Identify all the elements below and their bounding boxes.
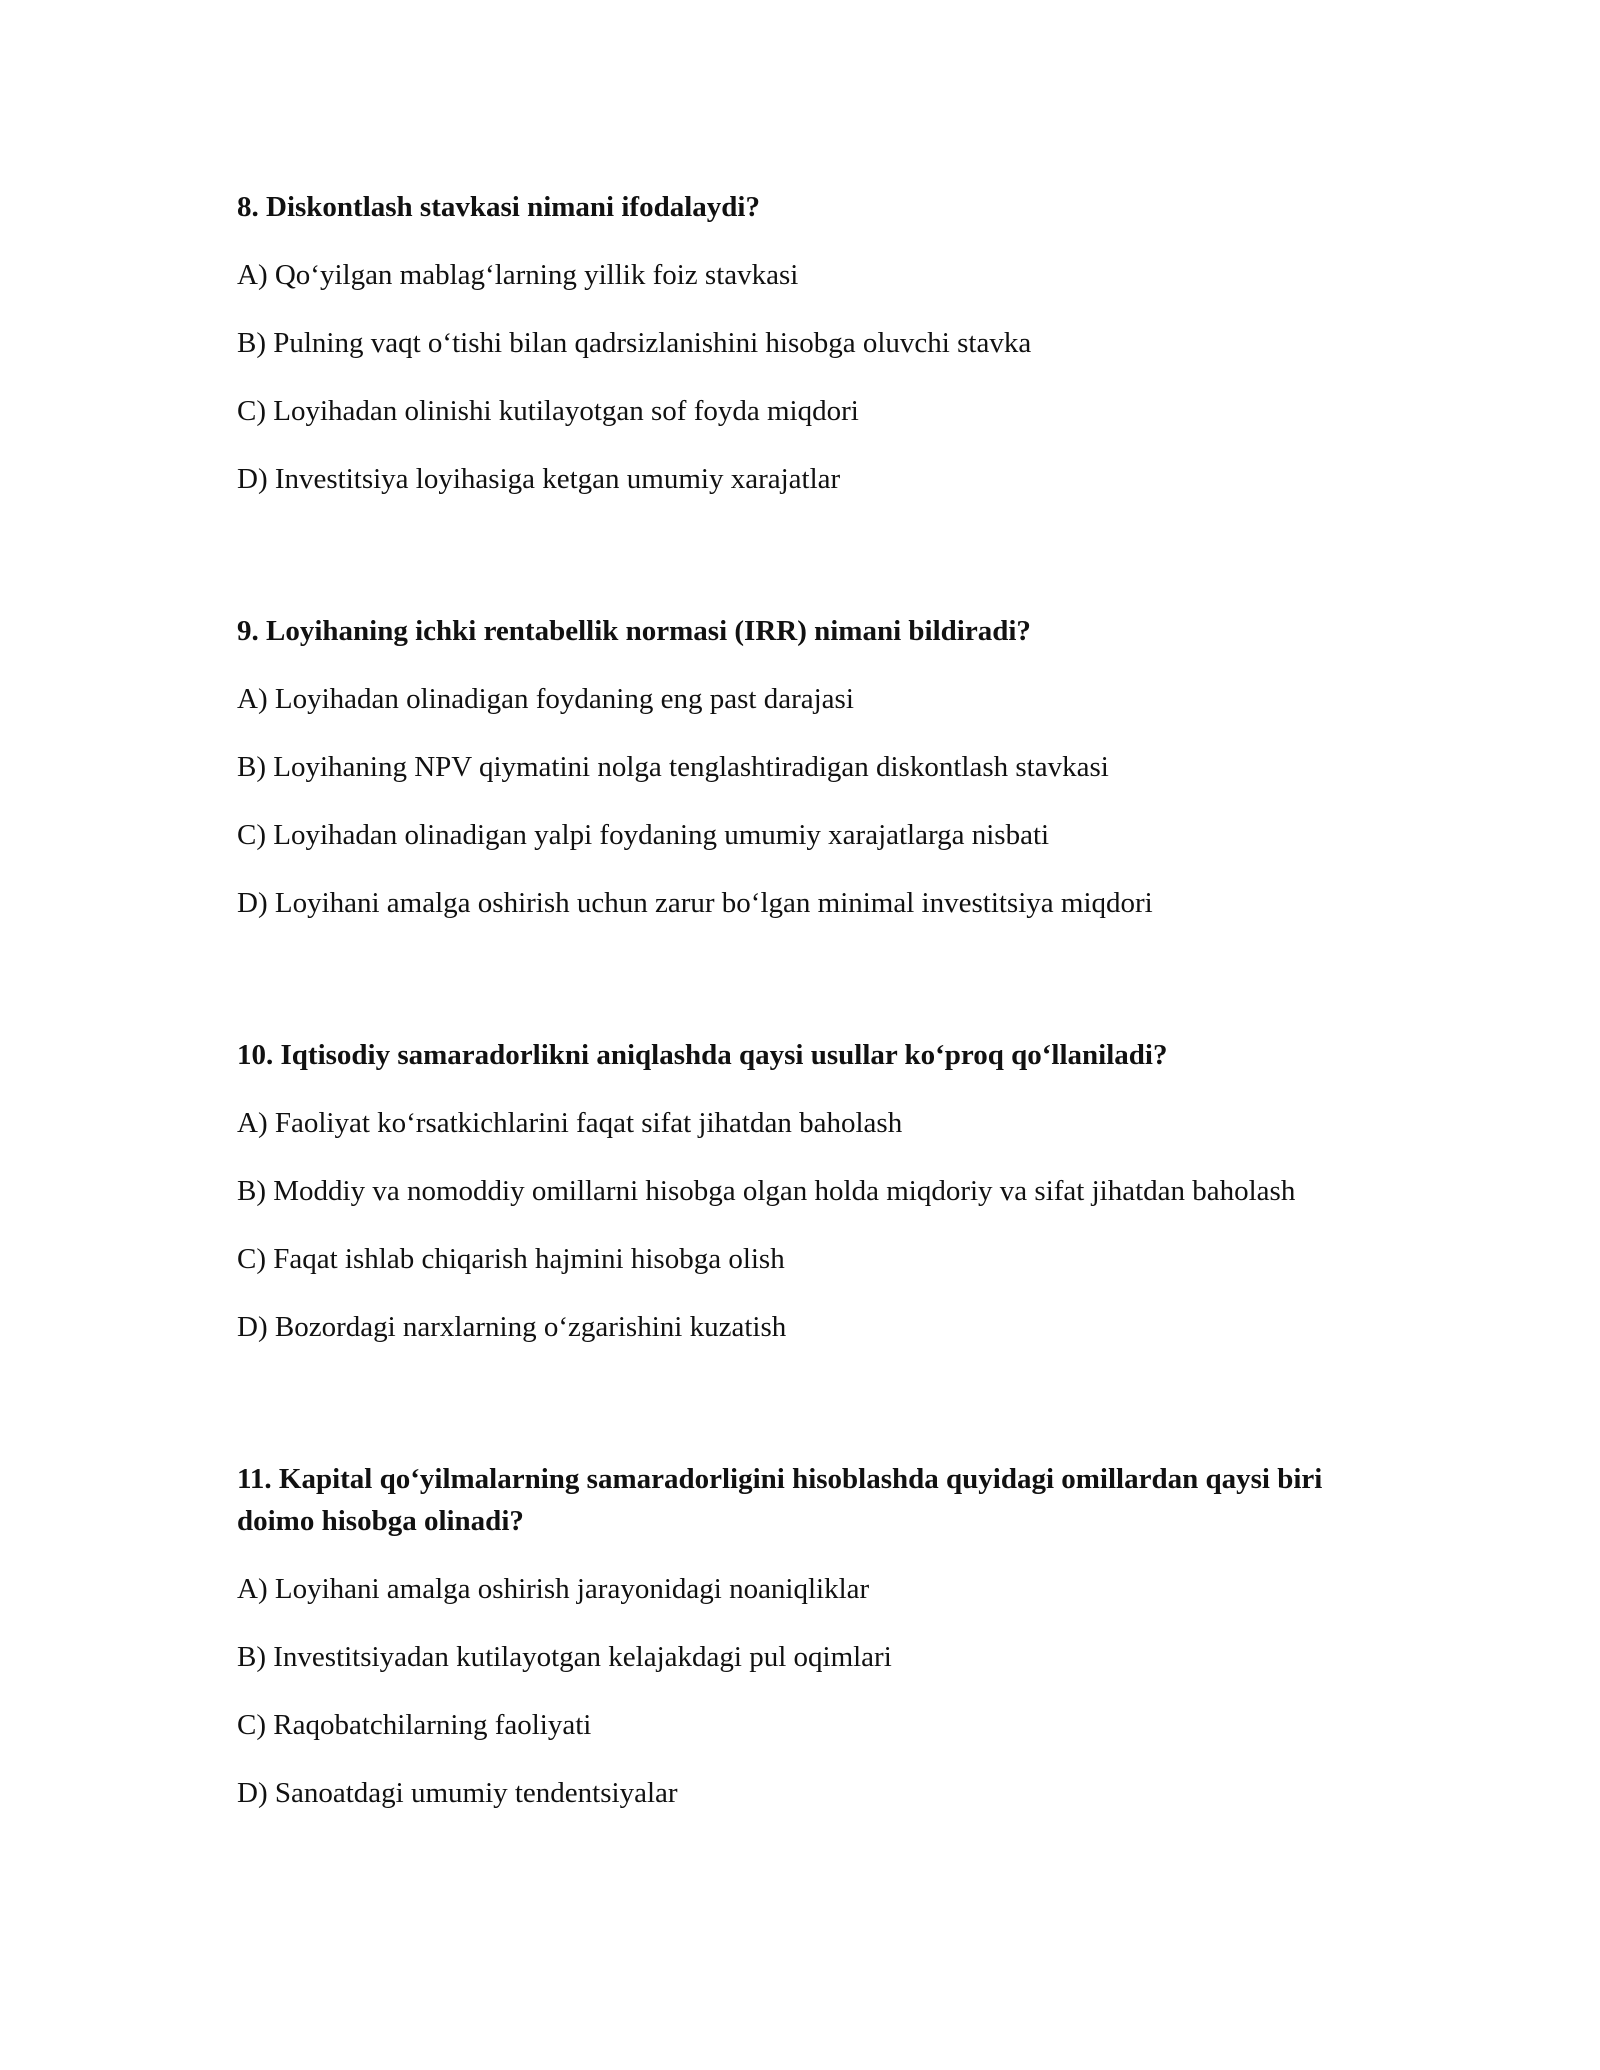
question-title: 11. Kapital qo‘yilmalarning samaradorligini hisoblashda quyidagi omillardan qaysi biri doimo hisobga olinadi?	[237, 1463, 1323, 1537]
answer-option-a: A) Faoliyat ko‘rsatkichlarini faqat sifat jihatdan baholash	[237, 1107, 903, 1139]
answer-option-d: D) Investitsiya loyihasiga ketgan umumiy xarajatlar	[237, 463, 841, 495]
answer-option-c: C) Loyihadan olinadigan yalpi foydaning umumiy xarajatlarga nisbati	[237, 819, 1050, 851]
question-title: 9. Loyihaning ichki rentabellik normasi (IRR) nimani bildiradi?	[237, 615, 1031, 647]
answer-option-d: D) Loyihani amalga oshirish uchun zarur bo‘lgan minimal investitsiya miqdori	[237, 887, 1153, 919]
answer-option-d: D) Sanoatdagi umumiy tendentsiyalar	[237, 1777, 678, 1809]
answer-option-c: C) Raqobatchilarning faoliyati	[237, 1709, 592, 1741]
question-title: 10. Iqtisodiy samaradorlikni aniqlashda qaysi usullar ko‘proq qo‘llaniladi?	[237, 1039, 1168, 1071]
question-9	[237, 610, 1367, 924]
answer-option-b: B) Pulning vaqt o‘tishi bilan qadrsizlanishini hisobga oluvchi stavka	[237, 327, 1032, 359]
answer-option-a: A) Loyihani amalga oshirish jarayonidagi noaniqliklar	[237, 1573, 870, 1605]
answer-option-b: B) Moddiy va nomoddiy omillarni hisobga olgan holda miqdoriy va sifat jihatdan baholash	[237, 1175, 1296, 1207]
answer-option-c: C) Loyihadan olinishi kutilayotgan sof foyda miqdori	[237, 395, 859, 427]
answer-option-d: D) Bozordagi narxlarning o‘zgarishini kuzatish	[237, 1311, 787, 1343]
answer-option-a: A) Qo‘yilgan mablag‘larning yillik foiz stavkasi	[237, 259, 799, 291]
question-title: 8. Diskontlash stavkasi nimani ifodalaydi?	[237, 191, 760, 223]
question-spacer	[237, 526, 1367, 610]
question-spacer	[237, 1374, 1367, 1458]
answer-option-a: A) Loyihadan olinadigan foydaning eng past darajasi	[237, 683, 854, 715]
answer-option-b: B) Loyihaning NPV qiymatini nolga tenglashtiradigan diskontlash stavkasi	[237, 751, 1109, 783]
question-spacer	[237, 950, 1367, 1034]
question-11	[237, 1458, 1367, 1814]
question-8	[237, 186, 1367, 500]
document-page	[237, 186, 1367, 1840]
answer-option-c: C) Faqat ishlab chiqarish hajmini hisobga olish	[237, 1243, 785, 1275]
answer-option-b: B) Investitsiyadan kutilayotgan kelajakdagi pul oqimlari	[237, 1641, 892, 1673]
question-10	[237, 1034, 1367, 1348]
